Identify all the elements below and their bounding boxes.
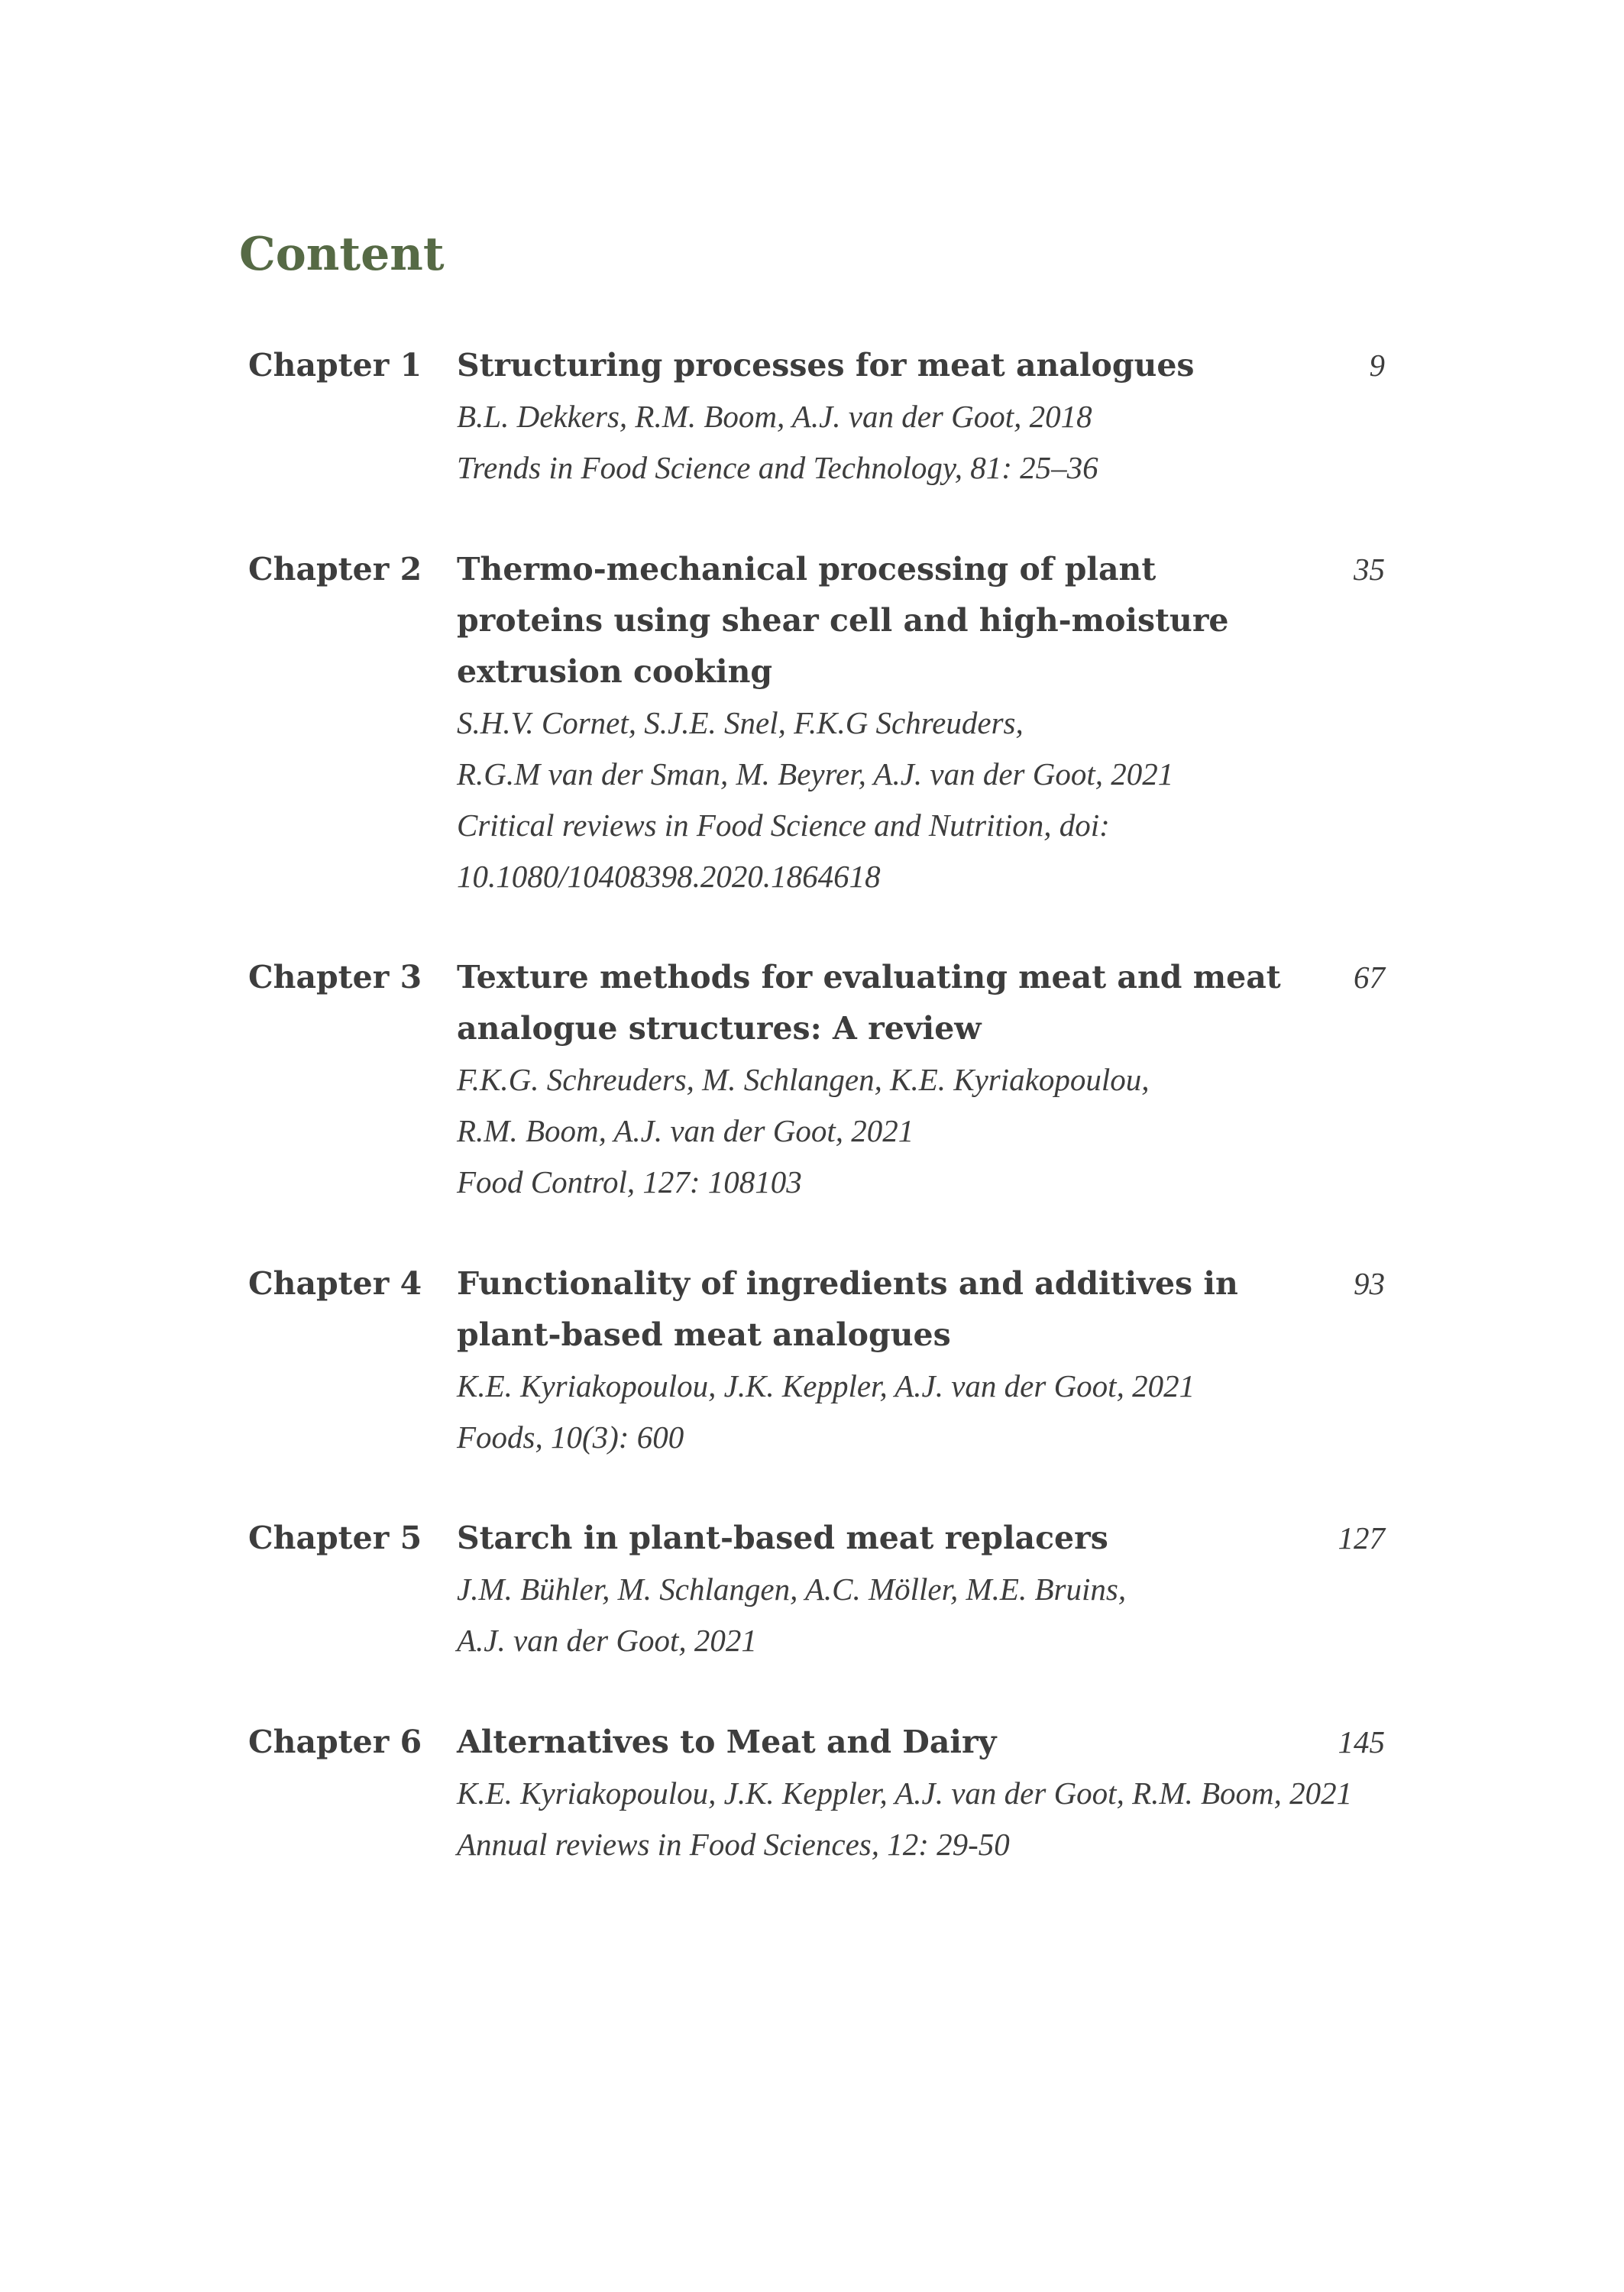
chapter-details [457, 952, 1289, 1208]
chapter-authors: A.J. van der Goot, 2021 [457, 1623, 757, 1658]
chapter-source: Food Control, 127: 108103 [457, 1164, 802, 1199]
chapter-title: Texture methods for evaluating meat and meat analogue structures: A review [457, 959, 1281, 1047]
chapter-page-number: 93 [1354, 1266, 1385, 1301]
chapter-title: Thermo-mechanical processing of plant proteins using shear cell and high-moisture extrusion cooking [457, 551, 1229, 690]
chapter-details [457, 1513, 1289, 1666]
chapter-authors: J.M. Bühler, M. Schlangen, A.C. Möller, M.E. Bruins, [457, 1572, 1127, 1607]
chapter-authors: S.H.V. Cornet, S.J.E. Snel, F.K.G Schreuders, [457, 705, 1024, 740]
chapter-label: Chapter 6 [248, 1724, 422, 1760]
chapter-label: Chapter 2 [248, 551, 422, 588]
chapter-details [457, 1258, 1289, 1463]
chapter-source: Trends in Food Science and Technology, 81: 25–36 [457, 450, 1098, 485]
chapter-authors: K.E. Kyriakopoulou, J.K. Keppler, A.J. van der Goot, R.M. Boom, 2021 [457, 1776, 1353, 1811]
chapter-authors: R.G.M van der Sman, M. Beyrer, A.J. van der Goot, 2021 [457, 756, 1174, 792]
chapter-authors: B.L. Dekkers, R.M. Boom, A.J. van der Goot, 2018 [457, 399, 1092, 434]
chapter-page-number: 67 [1354, 960, 1385, 995]
chapter-title: Starch in plant-based meat replacers [457, 1520, 1108, 1556]
chapter-page-number: 145 [1338, 1724, 1385, 1759]
chapter-label: Chapter 4 [248, 1265, 422, 1302]
chapter-title: Functionality of ingredients and additives in plant-based meat analogues [457, 1265, 1238, 1353]
chapter-page-number: 35 [1354, 552, 1385, 587]
chapter-source: Foods, 10(3): 600 [457, 1420, 684, 1455]
chapter-page-number: 9 [1369, 348, 1385, 383]
chapter-page-number: 127 [1338, 1520, 1385, 1556]
chapter-authors: K.E. Kyriakopoulou, J.K. Keppler, A.J. van der Goot, 2021 [457, 1368, 1195, 1403]
chapter-doi: 10.1080/10408398.2020.1864618 [457, 859, 881, 894]
chapter-source: Critical reviews in Food Science and Nutrition, doi: [457, 808, 1110, 843]
chapter-details [457, 340, 1289, 494]
chapter-details [457, 544, 1289, 902]
chapter-authors: R.M. Boom, A.J. van der Goot, 2021 [457, 1113, 914, 1148]
chapter-authors: F.K.G. Schreuders, M. Schlangen, K.E. Kyriakopoulou, [457, 1062, 1150, 1097]
chapter-source: Annual reviews in Food Sciences, 12: 29-50 [457, 1827, 1010, 1862]
chapter-details [457, 1717, 1353, 1870]
chapter-label: Chapter 1 [248, 347, 422, 384]
chapter-title: Structuring processes for meat analogues [457, 347, 1195, 384]
chapter-title: Alternatives to Meat and Dairy [457, 1724, 997, 1760]
chapter-label: Chapter 3 [248, 959, 422, 995]
chapter-label: Chapter 5 [248, 1520, 422, 1556]
page-title: Content [239, 228, 445, 281]
